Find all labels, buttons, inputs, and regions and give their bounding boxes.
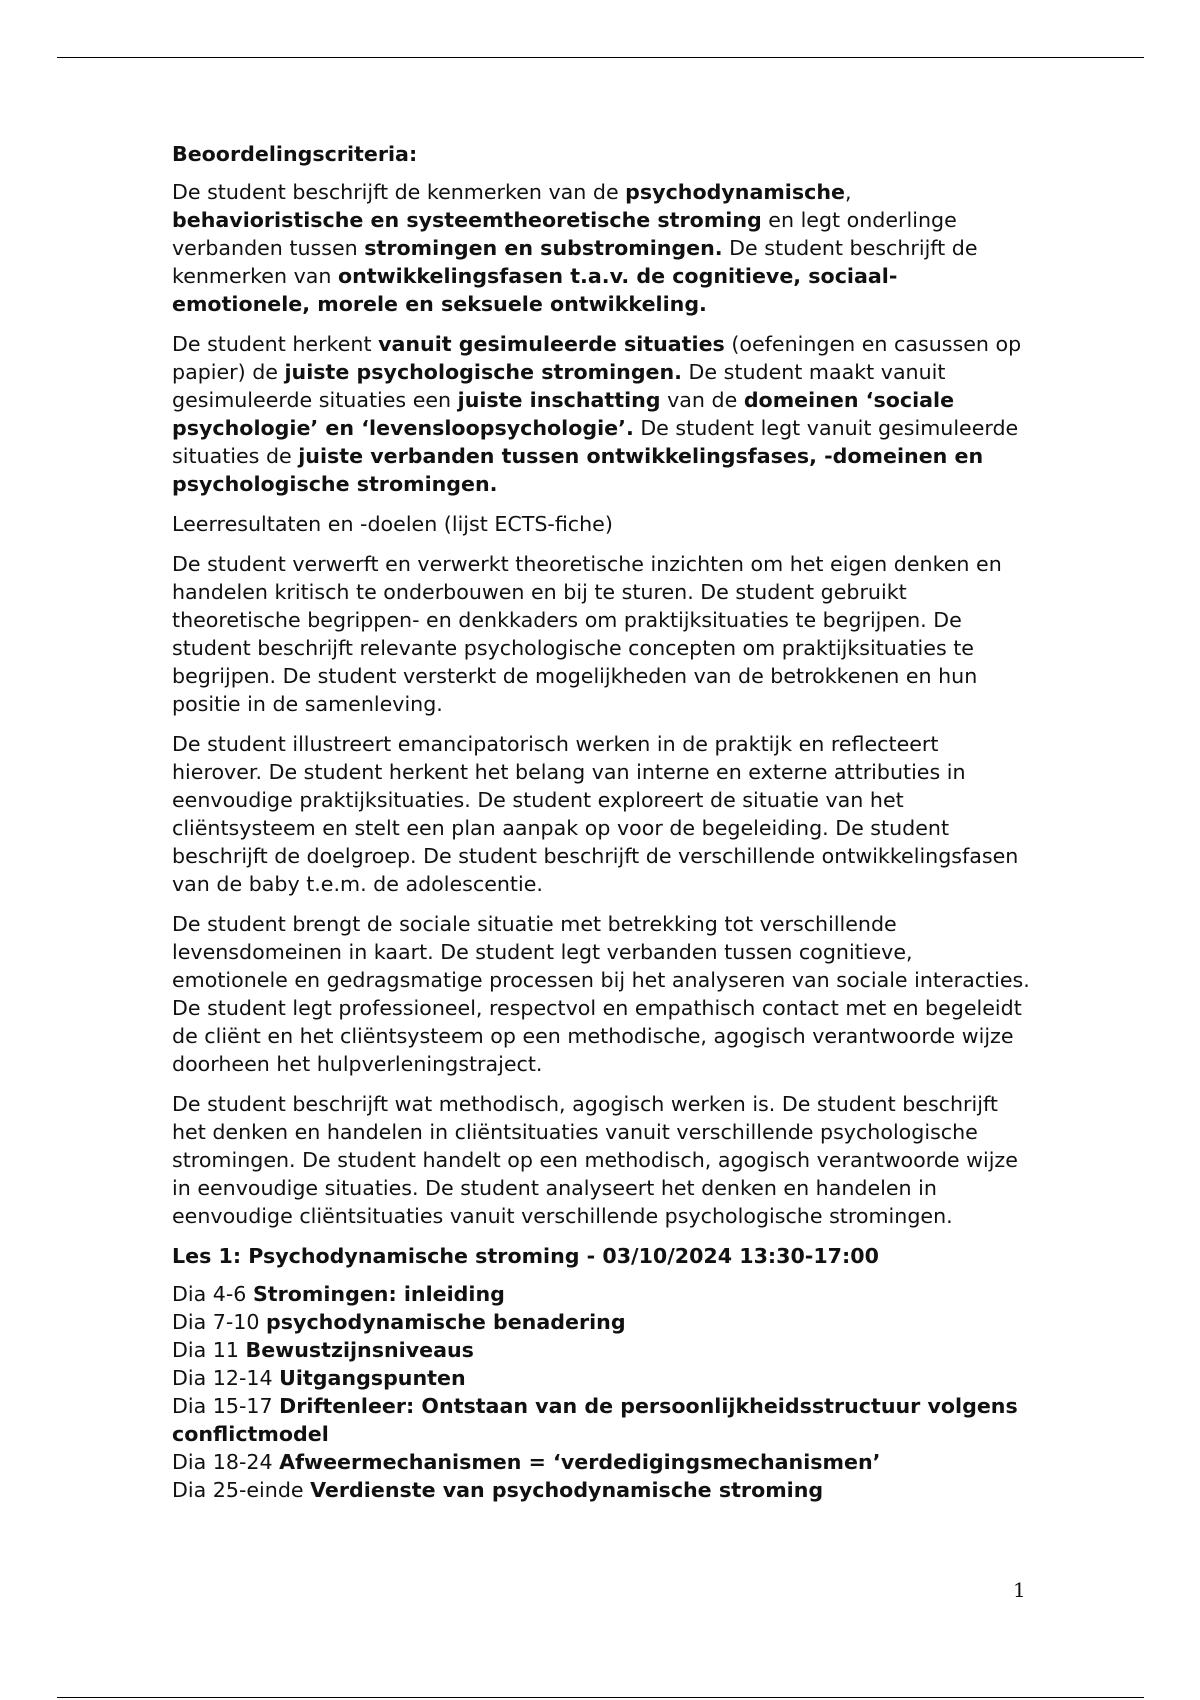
dia-list-item <box>172 1448 1032 1476</box>
dia-range: Dia 7-10 <box>172 1310 260 1334</box>
text-run: van de <box>660 388 744 412</box>
bold-text-run: stromingen en substromingen. <box>364 236 723 260</box>
dia-list-item <box>172 1476 1032 1504</box>
text-run: (oefeningen en casussen op papier) de <box>172 332 1022 384</box>
paragraph <box>172 730 1032 898</box>
dia-title: Bewustzijnsniveaus <box>245 1338 474 1362</box>
bold-text-run: psychodynamische <box>625 180 845 204</box>
paragraph-list <box>172 178 1032 1230</box>
bold-text-run: juiste inschatting <box>457 388 661 412</box>
text-run: Leerresultaten en -doelen (lijst ECTS-fiche) <box>172 512 613 536</box>
text-run: De student herkent <box>172 332 379 356</box>
dia-title: Driftenleer: Ontstaan van de persoonlijkheidsstructuur volgens conflictmodel <box>172 1394 1018 1446</box>
dia-title: Verdienste van psychodynamische stroming <box>310 1478 824 1502</box>
text-run: en legt onderlinge verbanden tussen <box>172 208 957 260</box>
dia-list-item <box>172 1336 1032 1364</box>
dia-title: Stromingen: inleiding <box>252 1282 505 1306</box>
paragraph <box>172 330 1032 498</box>
text-run: , <box>844 180 852 204</box>
text-run: De student brengt de sociale situatie met betrekking tot verschillende levensdomeinen in kaart. De student legt verbanden tussen cognitieve, emotionele en gedragsmatige processen bij het analyseren van sociale interacties. De student legt professioneel, respectvol en empathisch contact met en begeleidt de cliënt en het cliëntsysteem op een methodische, agogisch verantwoorde wijze doorheen het hulpverleningstraject. <box>172 912 1030 1076</box>
text-run: De student legt vanuit gesimuleerde situaties de <box>172 416 1019 468</box>
paragraph <box>172 550 1032 718</box>
paragraph <box>172 1090 1032 1230</box>
text-run: De student beschrijft wat methodisch, agogisch werken is. De student beschrijft het denken en handelen in cliëntsituaties vanuit verschillende psychologische stromingen. De student handelt op een methodisch, agogisch verantwoorde wijze in eenvoudige situaties. De student analyseert het denken en handelen in eenvoudige cliëntsituaties vanuit verschillende psychologische stromingen. <box>172 1092 1018 1228</box>
page-number: 1 <box>1013 1578 1026 1602</box>
bottom-rule <box>57 1697 1144 1698</box>
dia-range: Dia 11 <box>172 1338 239 1362</box>
text-run: De student maakt vanuit gesimuleerde situaties een <box>172 360 946 412</box>
dia-range: Dia 4-6 <box>172 1282 247 1306</box>
dia-title: psychodynamische benadering <box>266 1310 626 1334</box>
lesson-title: Les 1: Psychodynamische stroming - 03/10/2024 13:30-17:00 <box>172 1244 879 1268</box>
text-run: De student beschrijft de kenmerken van <box>172 236 978 288</box>
dia-range: Dia 25-einde <box>172 1478 304 1502</box>
bold-text-run: domeinen ‘sociale psychologie’ en ‘levensloopsychologie’. <box>172 388 955 440</box>
text-run: De student verwerft en verwerkt theoretische inzichten om het eigen denken en handelen kritisch te onderbouwen en bij te sturen. De student gebruikt theoretische begrippen- en denkkaders om praktijksituaties te begrijpen. De student beschrijft relevante psychologische concepten om praktijksituaties te begrijpen. De student versterkt de mogelijkheden van de betrokkenen en hun positie in de samenleving. <box>172 552 1002 716</box>
bold-text-run: behavioristische en systeemtheoretische stroming <box>172 208 762 232</box>
section-heading: Beoordelingscriteria: <box>172 142 418 166</box>
bold-text-run: juiste verbanden tussen ontwikkelingsfases, -domeinen en psychologische stromingen. <box>172 444 984 496</box>
text-run: De student beschrijft de kenmerken van de <box>172 180 626 204</box>
dia-list-item <box>172 1280 1032 1308</box>
bold-text-run: ontwikkelingsfasen t.a.v. de cognitieve, sociaal-emotionele, morele en seksuele ontwikkeling. <box>172 264 898 316</box>
dia-title: Uitgangspunten <box>279 1366 466 1390</box>
dia-list-item <box>172 1364 1032 1392</box>
dia-range: Dia 18-24 <box>172 1450 273 1474</box>
dia-range: Dia 12-14 <box>172 1366 273 1390</box>
dia-range: Dia 15-17 <box>172 1394 273 1418</box>
top-rule <box>57 57 1144 58</box>
bold-text-run: vanuit gesimuleerde situaties <box>378 332 725 356</box>
dia-list <box>172 1280 1032 1504</box>
dia-title: Afweermechanismen = ‘verdedigingsmechanismen’ <box>279 1450 881 1474</box>
document-body <box>172 140 1032 1504</box>
paragraph <box>172 510 1032 538</box>
paragraph <box>172 178 1032 318</box>
dia-list-item <box>172 1308 1032 1336</box>
dia-list-item <box>172 1392 1032 1448</box>
text-run: De student illustreert emancipatorisch werken in de praktijk en reflecteert hierover. De student herkent het belang van interne en externe attributies in eenvoudige praktijksituaties. De student exploreert de situatie van het cliëntsysteem en stelt een plan aanpak op voor de begeleiding. De student beschrijft de doelgroep. De student beschrijft de verschillende ontwikkelingsfasen van de baby t.e.m. de adolescentie. <box>172 732 1019 896</box>
paragraph <box>172 910 1032 1078</box>
bold-text-run: juiste psychologische stromingen. <box>284 360 683 384</box>
